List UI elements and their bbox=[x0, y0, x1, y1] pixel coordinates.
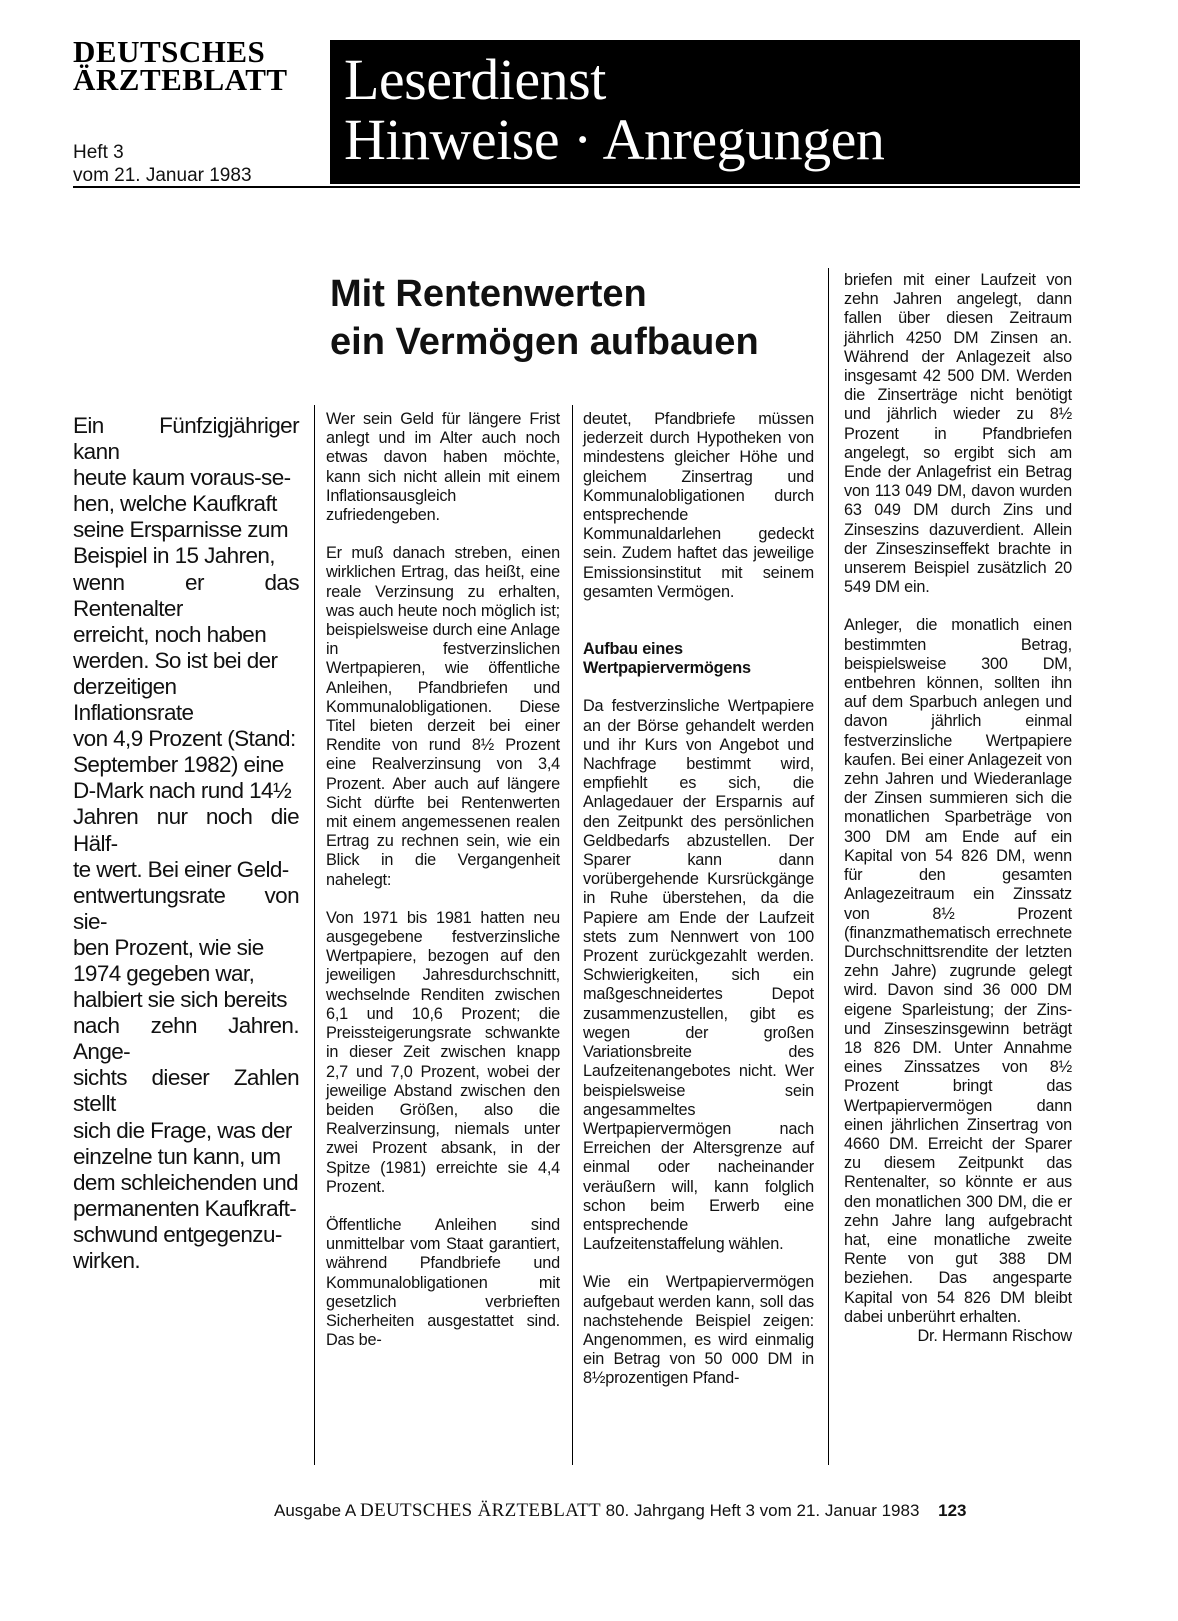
lead-line: sich die Frage, was der bbox=[73, 1117, 292, 1143]
lead-line: halbiert sie sich bereits bbox=[73, 987, 287, 1013]
article-column-1 bbox=[326, 410, 560, 1369]
paragraph: deutet, Pfandbriefe müssen jederzeit durch Hypotheken von mindestens gleicher Höhe und gleichem Zinsertrag und Kommunalobligationen durch entsprechende Kommunaldarlehen gedeckt sein. Zudem haftet das jeweilige Emissionsinstitut mit seinem gesamten Vermögen. bbox=[583, 410, 814, 601]
issue-date: vom 21. Januar 1983 bbox=[73, 165, 252, 186]
lead-line: hen, welche Kaufkraft bbox=[73, 491, 277, 517]
paragraph: Wer sein Geld für längere Frist anlegt und im Alter auch noch etwas davon haben möchte, kann sich nicht allein mit einem Inflationsausgleich zufriedengeben. bbox=[326, 410, 560, 525]
lead-line: Jahren nur noch die Hälf- bbox=[73, 804, 299, 856]
header-rule bbox=[73, 186, 1080, 188]
page-number: 123 bbox=[938, 1501, 967, 1520]
paragraph: Da festverzinsliche Wertpapiere an der Börse gehandelt werden und ihr Kurs von Angebot und Nachfrage bestimmt wird, empfiehlt es sich, die Anlagedauer der Ersparnis auf den Zeitpunkt des persönlichen Geldbedarfs abzustellen. Der Sparer kann dann vorübergehende Kursrückgänge in Ruhe überstehen, da die Papiere am Ende der Laufzeit stets zum Nennwert von 100 Prozent zurückgezahlt werden. Schwierigkeiten, sich ein maßgeschneidertes Depot zusammenzustellen, gibt es wegen der großen Variationsbreite des Laufzeitenangebotes nicht. Wer beispielsweise sein angesammeltes Wertpapiervermögen nach Erreichen der Altersgrenze auf einmal oder nacheinander veräußern will, kann folglich schon beim Erwerb eine entsprechende Laufzeitenstaffelung wählen. bbox=[583, 697, 814, 1254]
masthead-line1: DEUTSCHES bbox=[73, 34, 266, 69]
paragraph: briefen mit einer Laufzeit von zehn Jahren angelegt, dann fallen über diesen Zeitraum jährlich 4250 DM Zinsen an. Während der Anlagezeit also insgesamt 42 500 DM. Werden die Zinserträge nicht benötigt und jährlich wieder zu 8½ Prozent in Pfandbriefen angelegt, so ergibt sich am Ende der Anlagefrist ein Betrag von 113 049 DM, davon wurden 63 049 DM durch Zins und Zinseszins dazuverdient. Allein der Zinseszinseffekt brachte in unserem Beispiel zusätzlich 20 549 DM ein. bbox=[844, 271, 1072, 597]
lead-line: D-Mark nach rund 14½ bbox=[73, 778, 292, 804]
lead-line: von 4,9 Prozent (Stand: bbox=[73, 726, 296, 752]
paragraph: Wie ein Wertpapiervermögen aufgebaut werden kann, soll das nachstehende Beispiel zeigen: Angenommen, es wird einmalig ein Betrag von 50 000 DM in 8½prozentigen Pfand- bbox=[583, 1273, 814, 1388]
article-lead bbox=[73, 413, 299, 1274]
lead-line: Beispiel in 15 Jahren, bbox=[73, 543, 275, 569]
subheading-line2: Wertpapiervermögens bbox=[583, 659, 751, 678]
lead-line: 1974 gegeben war, bbox=[73, 960, 255, 986]
paragraph: Anleger, die monatlich einen bestimmten Betrag, beispielsweise 300 DM, entbehren können, sollten ihn auf dem Sparbuch anlegen und davon jährlich einmal festverzinsliche Wertpapiere kaufen. Bei einer Anlagezeit von zehn Jahren und Wiederanlage der Zinsen summieren sich die monatlichen Sparbeträge von 300 DM am Ende auf ein Kapital von 54 826 DM, wenn für den gesamten Anlagezeitraum ein Zinssatz von 8½ Prozent (finanzmathematisch errechnete Durchschnittsrendite der letzten zehn Jahre) zugrunde gelegt wird. Davon sind 36 000 DM eigene Sparleistung; der Zins- und Zinseszinsgewinn beträgt 18 826 DM. Unter Annahme eines Zinssatzes von 8½ Prozent bringt das Wertpapiervermögen dann einen jährlichen Zinsertrag von 4660 DM. Erreicht der Sparer zu diesem Zeitpunkt das Rentenalter, so könnte er aus den monatlichen 300 DM, die er zehn Jahre lang aufgebracht hat, eine monatliche zweite Rente von gut 388 DM beziehen. Das angesparte Kapital von 54 826 DM bleibt dabei unberührt erhalten. bbox=[844, 616, 1072, 1326]
issue-info bbox=[73, 141, 252, 187]
lead-line: heute kaum voraus-se- bbox=[73, 465, 291, 491]
lead-line: schwund entgegenzu- bbox=[73, 1221, 282, 1247]
masthead-line2: ÄRZTEBLATT bbox=[73, 62, 288, 97]
lead-line: einzelne tun kann, um bbox=[73, 1143, 281, 1169]
subheading-line1: Aufbau eines bbox=[583, 640, 683, 659]
section-banner bbox=[330, 40, 1080, 184]
footer-magazine: DEUTSCHES ÄRZTEBLATT bbox=[360, 1500, 601, 1521]
headline-line2: ein Vermögen aufbauen bbox=[330, 321, 759, 363]
lead-line: dem schleichenden und bbox=[73, 1169, 299, 1195]
lead-line: September 1982) eine bbox=[73, 752, 284, 778]
lead-line: erreicht, noch haben bbox=[73, 621, 267, 647]
paragraph: Von 1971 bis 1981 hatten neu ausgegebene festverzinsliche Wertpapiere, bezogen auf den jeweiligen Jahresdurchschnitt, wechselnde Renditen zwischen 6,1 und 10,6 Prozent; die Preissteigerungsrate schwankte in dieser Zeit zwischen knapp 2,7 und 7,0 Prozent, wobei der jeweilige Abstand zwischen den beiden Größen, also die Realverzinsung, niemals unter zwei Prozent absank, in der Spitze (1981) erreichte sie 4,4 Prozent. bbox=[326, 908, 560, 1196]
banner-line1: Leserdienst bbox=[344, 47, 606, 112]
lead-line: te wert. Bei einer Geld- bbox=[73, 856, 289, 882]
page-footer bbox=[274, 1500, 967, 1522]
column-divider bbox=[572, 405, 573, 1465]
lead-line: derzeitigen Inflationsrate bbox=[73, 673, 194, 726]
column-divider bbox=[828, 268, 829, 1465]
article-column-2 bbox=[583, 410, 814, 1408]
lead-line: ben Prozent, wie sie bbox=[73, 934, 264, 960]
article-headline bbox=[330, 270, 759, 366]
lead-line: Ein Fünfzigjähriger kann bbox=[73, 413, 299, 465]
lead-line: sichts dieser Zahlen stellt bbox=[73, 1065, 299, 1117]
paragraph: Er muß danach streben, einen wirklichen Ertrag, das heißt, eine reale Verzinsung zu erhalten, was auch heute noch möglich ist; beispielsweise durch eine Anlage in festverzinslichen Wertpapieren, wie öffentliche Anleihen, Pfandbriefen und Kommunalobligationen. Diese Titel bieten derzeit bei einer Rendite von rund 8½ Prozent eine Realverzinsung von 3,4 Prozent. Aber auch auf längere Sicht dürfte bei Rentenwerten mit einem angemessenen realen Ertrag zu rechnen sein, wie ein Blick in die Vergangenheit nahelegt: bbox=[326, 544, 560, 889]
lead-line: wenn er das Rentenalter bbox=[73, 569, 299, 621]
lead-line: nach zehn Jahren. Ange- bbox=[73, 1013, 299, 1065]
banner-line2: Hinweise · Anregungen bbox=[344, 107, 885, 172]
issue-number: Heft 3 bbox=[73, 142, 124, 163]
paragraph: Öffentliche Anleihen sind unmittelbar vom Staat garantiert, während Pfandbriefe und Kommunalobligationen mit gesetzlich verbrieften Sicherheiten ausgestattet sind. Das be- bbox=[326, 1215, 560, 1350]
footer-issue: 80. Jahrgang Heft 3 vom 21. Januar 1983 bbox=[605, 1501, 920, 1520]
headline-line1: Mit Rentenwerten bbox=[330, 273, 647, 315]
author-signature: Dr. Hermann Rischow bbox=[917, 1326, 1072, 1345]
footer-edition: Ausgabe A bbox=[274, 1501, 356, 1520]
lead-line: permanenten Kaufkraft- bbox=[73, 1195, 297, 1221]
article-column-3 bbox=[844, 271, 1072, 1346]
lead-line: seine Ersparnisse zum bbox=[73, 517, 288, 543]
lead-line: entwertungsrate von sie- bbox=[73, 882, 299, 934]
lead-line: wirken. bbox=[73, 1248, 141, 1273]
lead-line: werden. So ist bei der bbox=[73, 647, 278, 673]
column-divider bbox=[314, 405, 315, 1465]
masthead-logo bbox=[73, 34, 288, 97]
